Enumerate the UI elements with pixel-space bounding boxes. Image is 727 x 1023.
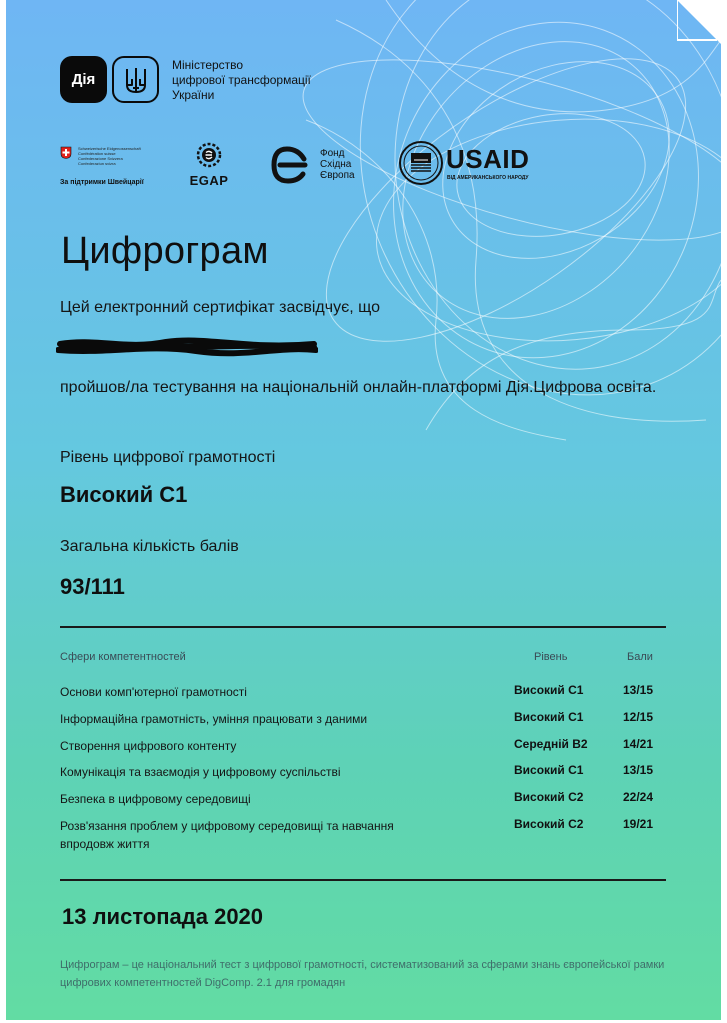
diia-logo-text: Дія [71, 71, 96, 88]
table-row-level: Середній В2 [514, 737, 588, 751]
swiss-partner-logo [60, 146, 160, 186]
swiss-confederation-text [78, 146, 168, 166]
east-line: Європа [320, 170, 355, 181]
table-row-score: 13/15 [623, 763, 654, 777]
total-score-value: 93/111 [60, 574, 125, 599]
egap-text: EGAP [189, 173, 229, 188]
swiss-line: Confederazione Svizzera [78, 156, 123, 161]
divider-bottom [60, 879, 666, 881]
table-row-area: Безпека в цифровому середовищі [60, 792, 251, 806]
literacy-level-label: Рівень цифрової грамотності [60, 449, 276, 466]
east-line: Східна [320, 159, 352, 170]
certificate-title: Цифрограм [61, 230, 269, 272]
certificate-passed-text: пройшов/ла тестування на національній онлайн-платформі Дія.Цифрова освіта. [60, 379, 657, 396]
table-row-area: Створення цифрового контенту [60, 739, 237, 753]
certificate-intro: Цей електронний сертифікат засвідчує, що [60, 299, 381, 316]
table-header-score: Бали [627, 651, 653, 663]
table-row-level: Високий С2 [514, 790, 584, 804]
certificate-date: 13 листопада 2020 [62, 904, 264, 929]
ministry-line: України [172, 88, 215, 102]
ministry-line: Міністерство [172, 58, 244, 72]
east-europe-foundation-logo [268, 145, 378, 190]
egap-emblem-icon [194, 140, 224, 170]
usaid-text: USAID [446, 144, 530, 174]
divider-top [60, 626, 666, 628]
egap-logo [184, 140, 234, 188]
swiss-flag-icon [60, 146, 72, 159]
table-row-score: 12/15 [623, 710, 654, 724]
east-europe-text [320, 148, 355, 181]
table-header-level: Рівень [534, 651, 568, 663]
usaid-seal-icon [398, 140, 444, 186]
swiss-support-text: За підтримки Швейцарії [60, 179, 144, 186]
ministry-line: цифрової трансформації [172, 73, 311, 87]
table-row-score: 19/21 [623, 817, 654, 831]
table-row-area: Розв'язання проблем у цифровому середовищі та навчання впродовж життя [60, 819, 394, 851]
diia-logo [60, 56, 107, 103]
literacy-level-value: Високий С1 [60, 482, 188, 507]
table-row-level: Високий С1 [514, 683, 584, 697]
table-row-level: Високий С1 [514, 710, 584, 724]
certificate-page [6, 0, 721, 1020]
usaid-subtitle: ВІД АМЕРИКАНСЬКОГО НАРОДУ [447, 175, 529, 181]
table-row-area: Інформаційна грамотність, уміння працювати з даними [60, 712, 368, 726]
table-row-score: 14/21 [623, 737, 654, 751]
table-row-score: 13/15 [623, 683, 654, 697]
redacted-name-scribble [56, 336, 318, 358]
east-line: Фонд [320, 148, 345, 159]
table-row-area: Основи комп'ютерної грамотності [60, 685, 247, 699]
table-row-area: Комунікація та взаємодія у цифровому суспільстві [60, 765, 341, 779]
swiss-line: Confederaziun svizra [78, 161, 116, 166]
swiss-line: Schweizerische Eidgenossenschaft [78, 146, 141, 151]
east-europe-e-icon [268, 145, 312, 185]
total-score-label: Загальна кількість балів [60, 538, 239, 555]
table-row-level: Високий С1 [514, 763, 584, 777]
table-header-area: Сфери компетентностей [60, 651, 186, 663]
trident-emblem-icon [112, 56, 159, 103]
certificate-footer-note: Цифрограм – це національний тест з цифрової грамотності, систематизований за сферами знань європейської рамки цифрових компетентностей DigComp. 2.1 для громадян [60, 959, 665, 989]
swiss-line: Confédération suisse [78, 151, 116, 156]
usaid-logo [398, 140, 558, 191]
page-corner-fold [677, 0, 721, 44]
table-row-score: 22/24 [623, 790, 654, 804]
table-row-level: Високий С2 [514, 817, 584, 831]
ministry-name [172, 58, 372, 103]
